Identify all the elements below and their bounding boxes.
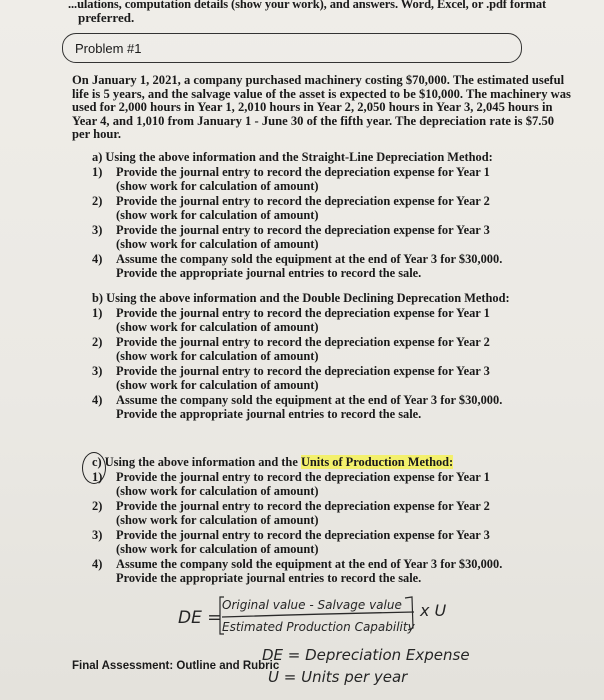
- final-assessment-label: Final Assessment: Outline and Rubric: [72, 660, 280, 672]
- section-b-item-1: 1) Provide the journal entry to record the depreciation expense for Year 1 (show work for calculation of amount): [92, 306, 490, 334]
- section-c-item-1: 1) Provide the journal entry to record the depreciation expense for Year 1 (show work for calculation of amount): [92, 470, 490, 498]
- handwritten-times-u: x U: [420, 601, 447, 620]
- handwritten-numerator: Original value - Salvage value: [222, 598, 402, 612]
- section-a-item-3: 3) Provide the journal entry to record the depreciation expense for Year 3 (show work for calculation of amount): [92, 223, 490, 251]
- section-c-item-4: 4) Assume the company sold the equipment at the end of Year 3 for $30,000. Provide the appropriate journal entries to record the sale.: [92, 557, 503, 585]
- section-b-item-3: 3) Provide the journal entry to record the depreciation expense for Year 3 (show work for calculation of amount): [92, 364, 490, 392]
- section-c-heading: c) Using the above information and the Units of Production Method:: [92, 455, 454, 469]
- highlighted-method: Units of Production Method:: [300, 455, 454, 469]
- problem-title: Problem #1: [75, 41, 142, 56]
- section-c-item-2: 2) Provide the journal entry to record the depreciation expense for Year 2 (show work for calculation of amount): [92, 499, 490, 527]
- section-b-item-2: 2) Provide the journal entry to record the depreciation expense for Year 2 (show work for calculation of amount): [92, 335, 490, 363]
- section-b-heading: b) Using the above information and the Double Declining Deprecation Method:: [92, 291, 510, 305]
- handwritten-denominator: Estimated Production Capability: [222, 620, 415, 634]
- section-a-item-1: 1) Provide the journal entry to record the depreciation expense for Year 1 (show work for calculation of amount): [92, 165, 490, 193]
- section-a-item-2: 2) Provide the journal entry to record the depreciation expense for Year 2 (show work for calculation of amount): [92, 194, 490, 222]
- handwritten-u-definition: U = Units per year: [268, 668, 408, 686]
- section-a-item-4: 4) Assume the company sold the equipment at the end of Year 3 for $30,000. Provide the appropriate journal entries to record the sale.: [92, 252, 503, 280]
- section-a-heading: a) Using the above information and the Straight-Line Depreciation Method:: [92, 150, 493, 164]
- header-preferred: preferred.: [78, 10, 135, 25]
- header-line: ...ulations, computation details (show your work), and answers. Word, Excel, or .pdf format: [68, 0, 547, 11]
- section-c-item-3: 3) Provide the journal entry to record the depreciation expense for Year 3 (show work for calculation of amount): [92, 528, 490, 556]
- problem-description: On January 1, 2021, a company purchased machinery costing $70,000. The estimated useful life is 5 years, and the salvage value of the asset is expected to be $10,000. The machinery was used for 2,000 hours in Year 1, 2,010 hours in Year 2, 2,050 hours in Year 3, 2,045 hours in Year 4, and 1,010 from January 1 - June 30 of the fifth year. The depreciation rate is $7.50 per hour.: [72, 73, 571, 141]
- section-b-item-4: 4) Assume the company sold the equipment at the end of Year 3 for $30,000. Provide the appropriate journal entries to record the sale.: [92, 393, 503, 421]
- handwritten-de-definition: DE = Depreciation Expense: [262, 646, 470, 664]
- handwritten-de-label: DE =: [178, 608, 222, 628]
